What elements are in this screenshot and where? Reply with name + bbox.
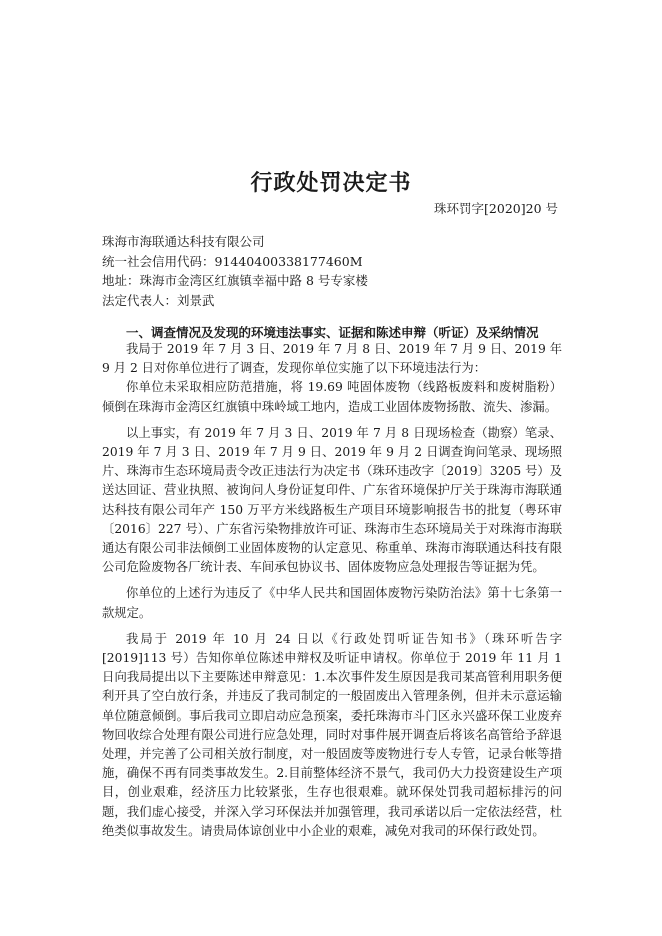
paragraph: 我局于 2019 年 7 月 3 日、2019 年 7 月 8 日、2019 年 7 月 9 日、2019 年 9 月 2 日对你单位进行了调查，发现你单位实施了以下环境违法行为：: [102, 342, 562, 376]
paragraph: 你单位的上述行为违反了《中华人民共和国固体废物污染防治法》第十七条第一款规定。: [102, 586, 562, 620]
paragraph: 你单位未采取相应防范措施，将 19.69 吨固体废物（线路板废料和废树脂粉）倾倒在珠海市金湾区红旗镇中珠岭域工地内，造成工业固体废物扬散、流失、渗漏。: [102, 380, 562, 414]
recipient-credit-code: 统一社会信用代码：91440400338177460M: [102, 253, 363, 269]
document-title: 行政处罚决定书: [250, 171, 412, 196]
paragraph: 我局于 2019 年 10 月 24 日以《行政处罚听证告知书》（珠环听告字[2019]113 号）告知你单位陈述申辩权及听证申请权。你单位于 2019 年 11 月 1 日向我局提出以下主要陈述申辩意见：1.本次事件发生原因是我司某高管利用职务便利开具了空白放行条，并违反了我司制定的一般固废出入管理条例，但并未示意运输单位随意倾倒。事后我司立即启动应急预案，委托珠海市斗门区永兴盛环保工业废弃物回收综合处理有限公司进行应急处理，同时对事件展开调查后将该名高管给予辞退处理，并完善了公司相关放行制度，对一般固废等废物进行专人专管，记录台帐等措施，确保不再有同类事故发生。2.目前整体经济不景气，我司仍大力投资建设生产项目，创业艰难，经济压力比较紧张，生存也很艰难。就环保处罚我司超标排污的问题，我们虚心接受，并深入学习环保法并加强管理，我司承诺以后一定依法经营，杜绝类似事故发生。请贵局体谅创业中小企业的艰难，减免对我司的环保行政处罚。: [102, 631, 562, 838]
recipient-address: 地址：珠海市金湾区红旗镇幸福中路 8 号专家楼: [102, 273, 368, 288]
recipient-company: 珠海市海联通达科技有限公司: [102, 234, 265, 249]
section-1-heading: 一、调查情况及发现的环境违法事实、证据和陈述申辩（听证）及采纳情况: [126, 325, 539, 340]
paragraph: 以上事实，有 2019 年 7 月 3 日、2019 年 7 月 8 日现场检查（勘察）笔录、2019 年 7 月 3 日、2019 年 7 月 9 日、2019 年 9 月 2 日调查询问笔录、现场照片、珠海市生态环境局责令改正违法行为决定书（珠环违改字〔2019〕3205 号）及送达回证、营业执照、被询问人身份证复印件、广东省环境保护厅关于珠海市海联通达科技有限公司年产 150 万平方米线路板生产项目环境影响报告书的批复（粤环审〔2016〕227 号）、广东省污染物排放许可证、珠海市生态环境局关于对珠海市海联通达有限公司非法倾倒工业固体废物的认定意见、称重单、珠海市海联通达科技有限公司危险废物各厂统计表、车间承包协议书、固体废物应急处理报告等证据为凭。: [102, 425, 562, 575]
recipient-block: [102, 232, 572, 310]
recipient-legal-rep: 法定代表人：刘景武: [102, 292, 215, 308]
document-number: 珠环罚字[2020]20 号: [434, 201, 558, 216]
document-body: [102, 340, 562, 841]
